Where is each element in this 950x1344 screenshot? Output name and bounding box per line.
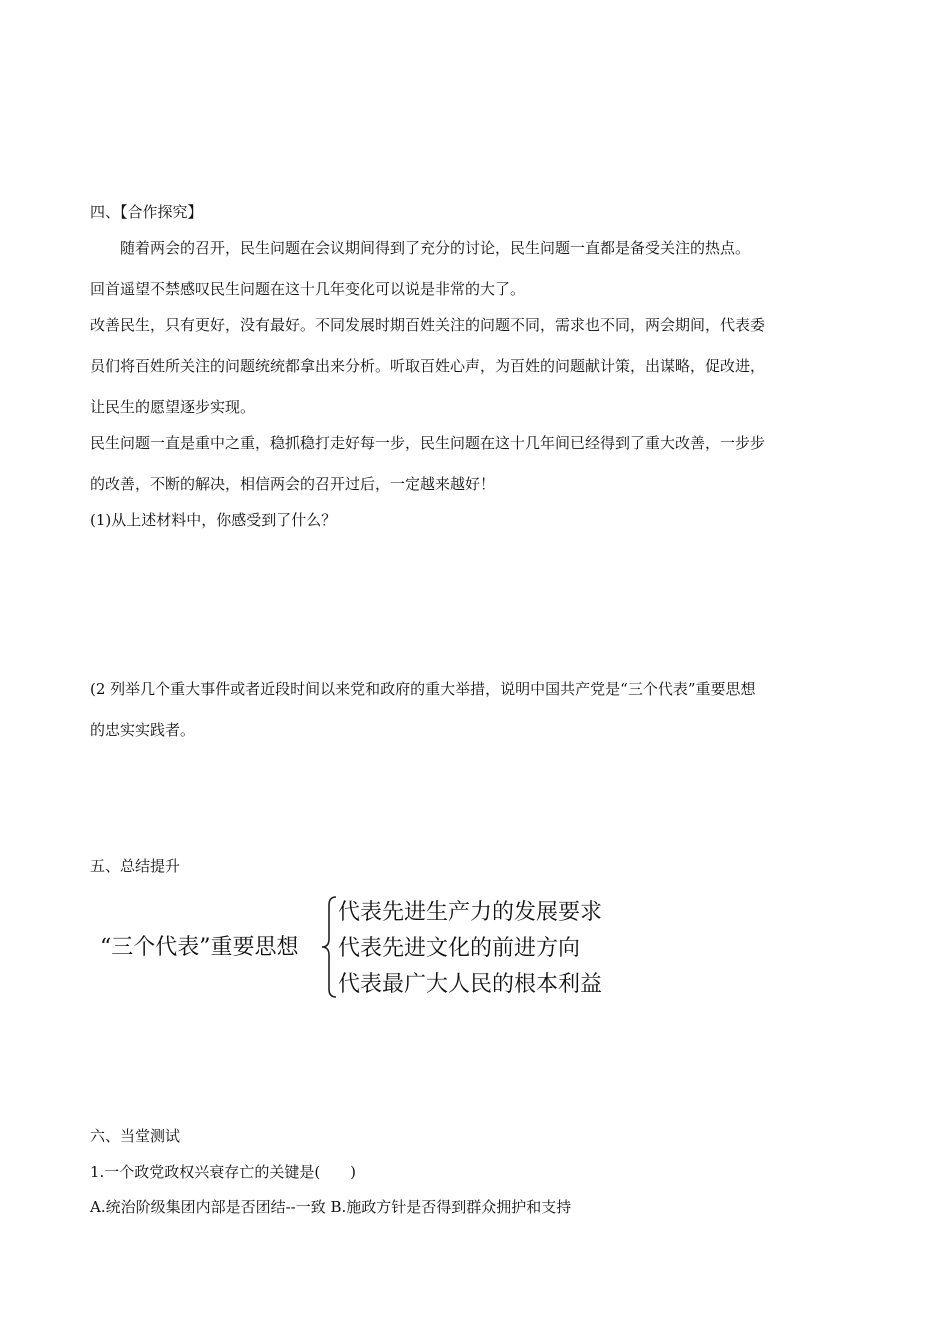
section-5-heading: 五、总结提升 bbox=[90, 857, 181, 875]
paragraph-2-line-2: 员们将百姓所关注的问题统统都拿出来分析。听取百姓心声，为百姓的问题献计策，出谋略，促改进， bbox=[90, 357, 766, 375]
question-2-line-2: 的忠实实践者。 bbox=[90, 721, 196, 739]
section-6-heading: 六、当堂测试 bbox=[90, 1127, 181, 1145]
brace-item-2: 代表先进文化的前进方向 bbox=[338, 936, 581, 961]
paragraph-3-line-2: 的改善，不断的解决，相信两会的召开过后，一定越来越好！ bbox=[90, 475, 496, 493]
test-question-1: 1.一个政党政权兴衰存亡的关键是( ) bbox=[90, 1163, 357, 1181]
paragraph-3-line-1: 民生问题一直是重中之重，稳抓稳打走好每一步，民生问题在这十几年间已经得到了重大改善，一步步 bbox=[90, 434, 766, 452]
question-2-line-1: (2 列举几个重大事件或者近段时间以来党和政府的重大举措，说明中国共产党是“三个代表”重要思想 bbox=[90, 680, 756, 698]
brace-item-1: 代表先进生产力的发展要求 bbox=[338, 900, 603, 925]
paragraph-2-line-3: 让民生的愿望逐步实现。 bbox=[90, 398, 256, 416]
section-4-heading: 四、【合作探究】 bbox=[90, 203, 203, 221]
brace-items bbox=[338, 895, 602, 1003]
test-question-1-options: A.统治阶级集团内部是否团结--一致 B.施政方针是否得到群众拥护和支持 bbox=[90, 1198, 572, 1216]
paragraph-1-line-1: 随着两会的召开，民生问题在会议期间得到了充分的讨论，民生问题一直都是备受关注的热点。 bbox=[120, 239, 751, 257]
curly-brace-icon bbox=[320, 895, 340, 999]
question-1: (1)从上述材料中，你感受到了什么？ bbox=[90, 511, 337, 529]
concept-label: “三个代表”重要思想 bbox=[100, 935, 299, 960]
paragraph-1-line-2: 回首遥望不禁感叹民生问题在这十几年变化可以说是非常的大了。 bbox=[90, 280, 526, 298]
paragraph-2-line-1: 改善民生，只有更好，没有最好。不同发展时期百姓关注的问题不同，需求也不同，两会期间，代表委 bbox=[90, 316, 766, 334]
brace-item-3: 代表最广大人民的根本利益 bbox=[338, 972, 603, 997]
summary-diagram bbox=[100, 895, 660, 1005]
